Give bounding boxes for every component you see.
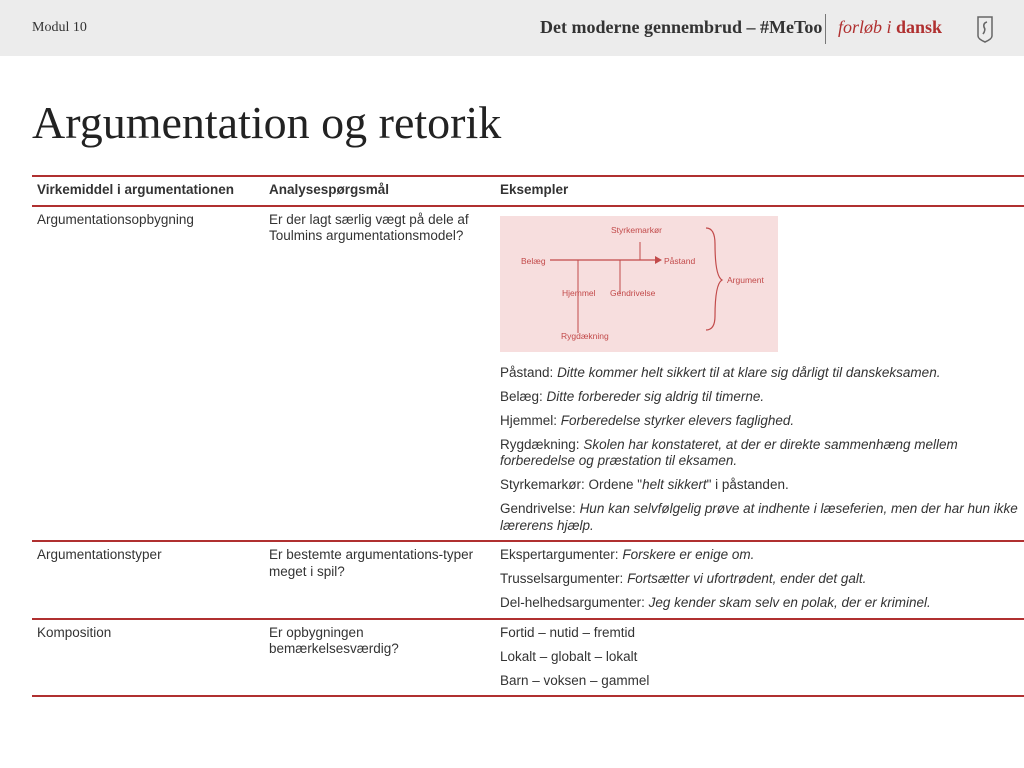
example-label: Påstand: [500,364,554,380]
example-item [500,595,1024,612]
example-label: Del-helhedsargumenter: [500,595,645,610]
diagram-label: Rygdækning [561,330,609,341]
example-label: Gendrivelse: [500,501,576,516]
top-bar [0,0,1024,56]
example-item [500,477,1024,494]
example-item [500,501,1024,534]
example-item [500,365,1024,382]
column-header: Eksempler [500,182,569,197]
page-title: Argumentation og retorik [32,97,502,148]
toulmin-model-diagram [500,216,778,352]
diagram-label: Påstand [664,255,696,266]
example-label: Hjemmel: [500,412,558,428]
row-examples [495,620,1024,696]
brand-bold: dansk [896,17,943,37]
column-header: Analysespørgsmål [269,182,390,197]
example-label: Trusselsargumenter: [500,571,624,586]
diagram-label: Gendrivelse [610,287,656,298]
row-term: Argumentationstyper [37,547,162,562]
brand-name [838,17,942,38]
example-label: Ekspertargumenter: [500,547,619,562]
row-examples [495,207,1024,541]
header-divider [825,14,826,44]
table-row [32,542,1024,620]
example-label: Belæg: [500,388,543,404]
table-header-row [32,177,1024,207]
example-item [500,437,1024,470]
example-text: Ditte kommer helt sikkert til at klare sig dårligt til danskeksamen. [557,364,941,380]
example-suffix: " i påstanden. [706,477,789,492]
diagram-label: Styrkemarkør [611,224,662,235]
diagram-label: Argument [727,274,764,285]
row-term: Argumentationsopbygning [37,211,194,227]
example-text: Fortsætter vi ufortrødent, ender det galt. [627,571,867,586]
example-item: Barn – voksen – gammel [500,672,650,688]
diagram-label: Hjemmel [562,287,596,298]
diagram-label: Belæg [521,255,546,266]
example-item [500,413,1024,430]
example-text: Skolen har konstateret, at der er direkte sammenhæng mellem forberedelse og præstation til eksamen. [500,436,958,468]
example-text: Forberedelse styrker elevers faglighed. [560,412,795,428]
example-text: Hun kan selvfølgelig prøve at indhente i læseferien, men der har hun ikke lærerens hjælp. [500,501,1018,533]
column-header: Virkemiddel i argumentationen [37,182,235,197]
example-text: Jeg kender skam selv en polak, der er kriminel. [648,595,931,610]
emblem-icon [975,15,995,43]
row-examples [495,542,1024,618]
example-item [500,571,1024,588]
example-item [500,389,1024,406]
series-title: Det moderne gennembrud – #MeToo [540,17,823,37]
row-question: Er opbygningen bemærkelsesværdig? [269,624,399,656]
example-text: Forskere er enige om. [622,547,755,562]
brand-italic: forløb i [838,17,892,37]
table-row [32,620,1024,698]
row-question: Er der lagt særlig vægt på dele af Toulmins argumentationsmodel? [269,211,469,243]
row-term: Komposition [37,624,112,640]
table-row [32,207,1024,543]
example-item: Fortid – nutid – fremtid [500,624,636,640]
example-label: Rygdækning: [500,436,580,452]
analysis-table [32,175,1024,697]
row-question: Er bestemte argumentations-typer meget i spil? [269,547,474,579]
module-label: Modul 10 [32,20,87,35]
example-item [500,547,1024,564]
example-label: Styrkemarkør: Ordene " [500,477,643,492]
example-text: Ditte forbereder sig aldrig til timerne. [546,388,765,404]
example-text: helt sikkert [642,477,707,492]
example-item: Lokalt – globalt – lokalt [500,648,638,664]
